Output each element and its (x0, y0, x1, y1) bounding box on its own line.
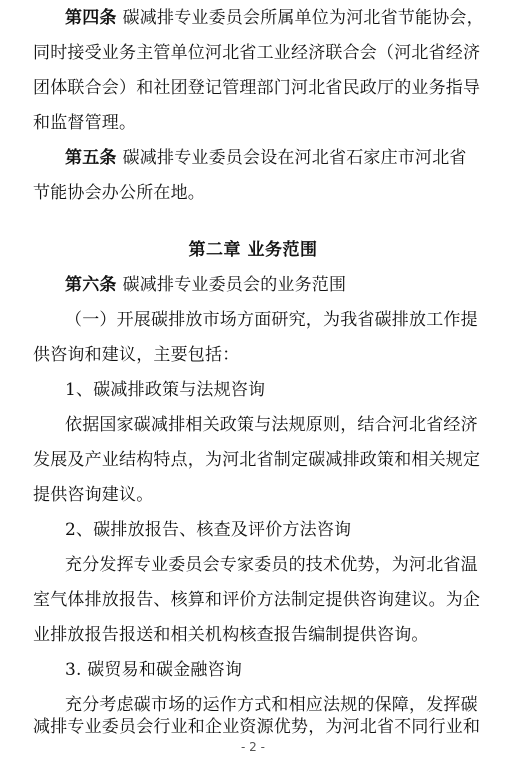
item-3-para-line-1: 充分考虑碳市场的运作方式和相应法规的保障，发挥碳 (65, 695, 478, 715)
item-2-heading: 2、碳排放报告、核查及评价方法咨询 (65, 520, 352, 540)
chapter-heading: 第二章 业务范围 (188, 240, 318, 260)
article-5-line-1 (65, 148, 467, 168)
item-2-para-line-3: 业排放报告报送和相关机构核查报告编制提供咨询。 (33, 625, 429, 645)
article-5-text: 碳减排专业委员会设在河北省石家庄市河北省 (122, 148, 467, 168)
article-5-line-2: 节能协会办公所在地。 (33, 183, 205, 203)
item-3-heading: 3. 碳贸易和碳金融咨询 (65, 660, 243, 680)
article-6-text: 碳减排专业委员会的业务范围 (122, 275, 347, 295)
article-4-label: 第四条 (65, 8, 117, 28)
item-1-heading: 1、碳减排政策与法规咨询 (65, 380, 266, 400)
article-6-line-1 (65, 275, 346, 295)
item-3-para-line-2: 减排专业委员会行业和企业资源优势，为河北省不同行业和 (33, 717, 481, 737)
article-5-label: 第五条 (65, 148, 117, 168)
item-2-para-line-2: 室气体排放报告、核算和评价方法制定提供咨询建议。为企 (33, 590, 481, 610)
section-1-line-1: （一）开展碳排放市场方面研究，为我省碳排放工作提 (65, 310, 478, 330)
page-number: - 2 - (241, 740, 265, 754)
article-4-line-3: 团体联合会）和社团登记管理部门河北省民政厅的业务指导 (33, 78, 481, 98)
item-1-para-line-1: 依据国家碳减排相关政策与法规原则，结合河北省经济 (65, 415, 478, 435)
article-4-line-4: 和监督管理。 (33, 113, 137, 133)
item-1-para-line-2: 发展及产业结构特点，为河北省制定碳减排政策和相关规定 (33, 450, 481, 470)
item-2-para-line-1: 充分发挥专业委员会专家委员的技术优势，为河北省温 (65, 555, 478, 575)
article-6-label: 第六条 (65, 275, 117, 295)
item-1-para-line-3: 提供咨询建议。 (33, 485, 154, 505)
section-1-line-2: 供咨询和建议，主要包括： (33, 345, 240, 365)
article-4-line-2: 同时接受业务主管单位河北省工业经济联合会（河北省经济 (33, 43, 481, 63)
article-4-text: 碳减排专业委员会所属单位为河北省节能协会， (122, 8, 484, 28)
article-4-line-1 (65, 8, 484, 28)
